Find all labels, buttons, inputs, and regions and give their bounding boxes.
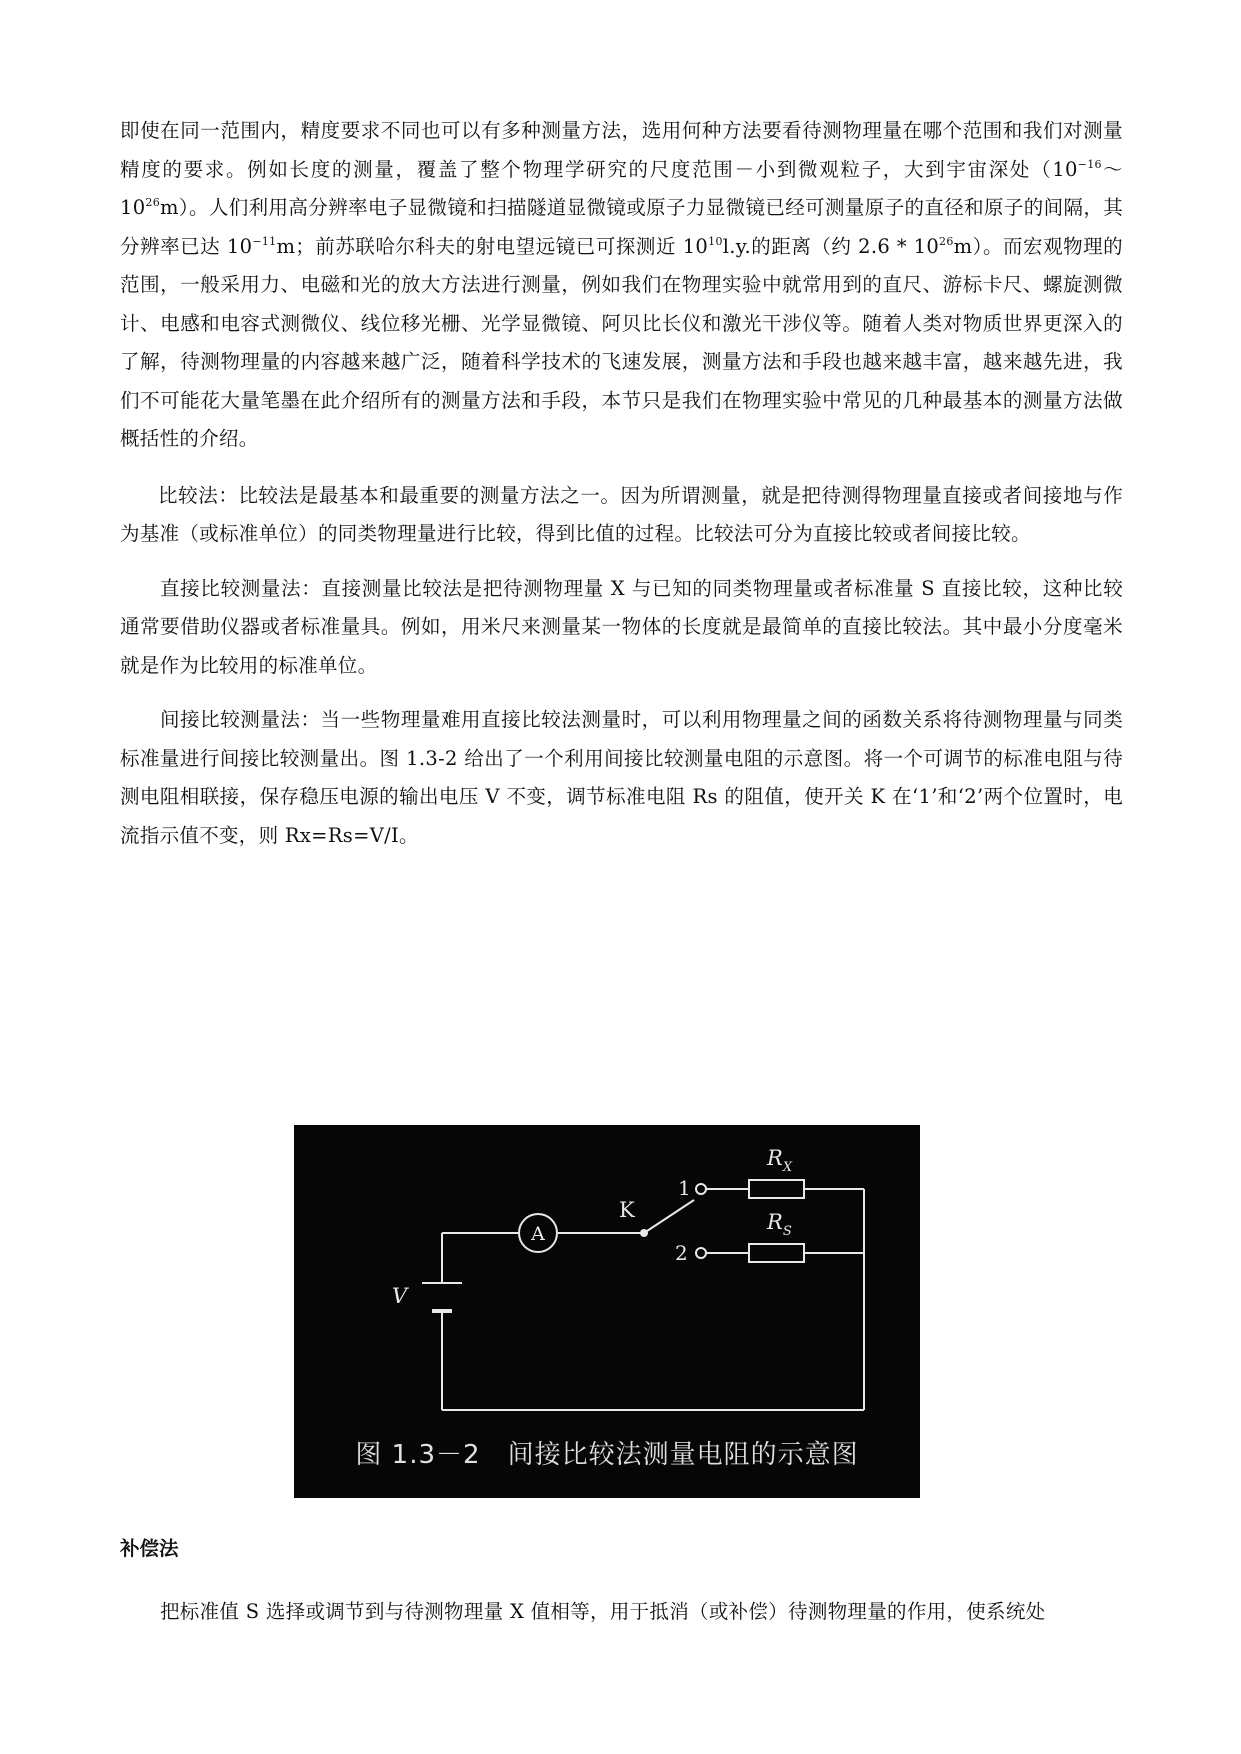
rs-label [766, 1210, 792, 1239]
switch-label: K [619, 1198, 635, 1222]
terminal-1 [696, 1184, 706, 1194]
text-run: m；前苏联哈尔科夫的射电望远镜已可探测近 10 [276, 234, 709, 258]
voltage-label: V [392, 1284, 408, 1308]
text-run: ～10 [120, 157, 1123, 219]
paragraph-compensation: 把标准值 S 选择或调节到与待测物理量 X 值相等，用于抵消（或补偿）待测物理量的作用，使系统处 [160, 1600, 1046, 1623]
superscript: 26 [939, 234, 954, 248]
superscript: 10 [708, 234, 723, 248]
position-1-label: 1 [678, 1176, 691, 1200]
paragraph-direct-comparison: 直接比较测量法：直接测量比较法是把待测物理量 X 与已知的同类物理量或者标准量 S 直接比较，这种比较通常要借助仪器或者标准量具。例如，用米尺来测量某一物体的长度就是最简单的直接比较法。其中最小分度毫米就是作为比较用的标准单位。 [120, 576, 1123, 677]
paragraph-measurement-range [120, 112, 1123, 459]
position-2-label: 2 [675, 1241, 688, 1265]
superscript: −16 [1077, 157, 1102, 171]
paragraph-comparison-method: 比较法：比较法是最基本和最重要的测量方法之一。因为所谓测量，就是把待测得物理量直接或者间接地与作为基准（或标准单位）的同类物理量进行比较，得到比值的过程。比较法可分为直接比较或者间接比较。 [120, 483, 1123, 545]
switch-blade [644, 1200, 694, 1233]
switch-pivot [640, 1229, 648, 1237]
superscript: −11 [252, 234, 277, 248]
rs-main: R [767, 1210, 783, 1234]
rx-subscript: X [782, 1160, 793, 1175]
superscript: 26 [145, 196, 161, 209]
rx-main: R [767, 1146, 783, 1170]
circuit-figure [294, 1125, 920, 1498]
circuit-diagram [294, 1125, 920, 1498]
resistor-rs [749, 1244, 804, 1262]
rx-label [766, 1146, 793, 1175]
section-heading: 补偿法 [120, 1537, 179, 1560]
text-run: m）。人们利用高分辨率电子显微镜和扫描隧道显微镜或原子力显微镜已经可测量原子的直径和原子的间隔，其分辨率已达 10 [120, 196, 1123, 258]
text-run: 即使在同一范围内，精度要求不同也可以有多种测量方法，选用何种方法要看待测物理量在哪个范围和我们对测量精度的要求。例如长度的测量，覆盖了整个物理学研究的尺度范围－小到微观粒子，大到宇宙深处（10 [120, 119, 1123, 181]
terminal-2 [696, 1248, 706, 1258]
circuit-wires [442, 1189, 864, 1410]
figure-caption: 图 1.3－2 间接比较法测量电阻的示意图 [355, 1440, 859, 1470]
resistor-rx [749, 1180, 804, 1198]
ammeter-label: A [531, 1223, 545, 1245]
paragraph-indirect-comparison: 间接比较测量法：当一些物理量难用直接比较法测量时，可以利用物理量之间的函数关系将待测物理量与同类标准量进行间接比较测量出。图 1.3-2 给出了一个利用间接比较测量电阻的示意图。将一个可调节的标准电阻与待测电阻相联接，保存稳压电源的输出电压 V 不变，调节标准电阻 Rs 的阻值，使开关 K 在‘1’和‘2’两个位置时，电流指示值不变，则 Rx=Rs=V/I。 [120, 708, 1123, 847]
body-text [120, 112, 1123, 871]
text-run: m）。而宏观物理的范围，一般采用力、电磁和光的放大方法进行测量，例如我们在物理实验中就常用到的直尺、游标卡尺、螺旋测微计、电感和电容式测微仪、线位移光栅、光学显微镜、阿贝比长仪和激光干涉仪等。随着人类对物质世界更深入的了解，待测物理量的内容越来越广泛，随着科学技术的飞速发展，测量方法和手段也越来越丰富，越来越先进，我们不可能花大量笔墨在此介绍所有的测量方法和手段，本节只是我们在物理实验中常见的几种最基本的测量方法做概括性的介绍。 [120, 234, 1123, 450]
text-run: l.y.的距离（约 2.6 * 10 [722, 234, 940, 258]
rs-subscript: S [782, 1224, 792, 1239]
